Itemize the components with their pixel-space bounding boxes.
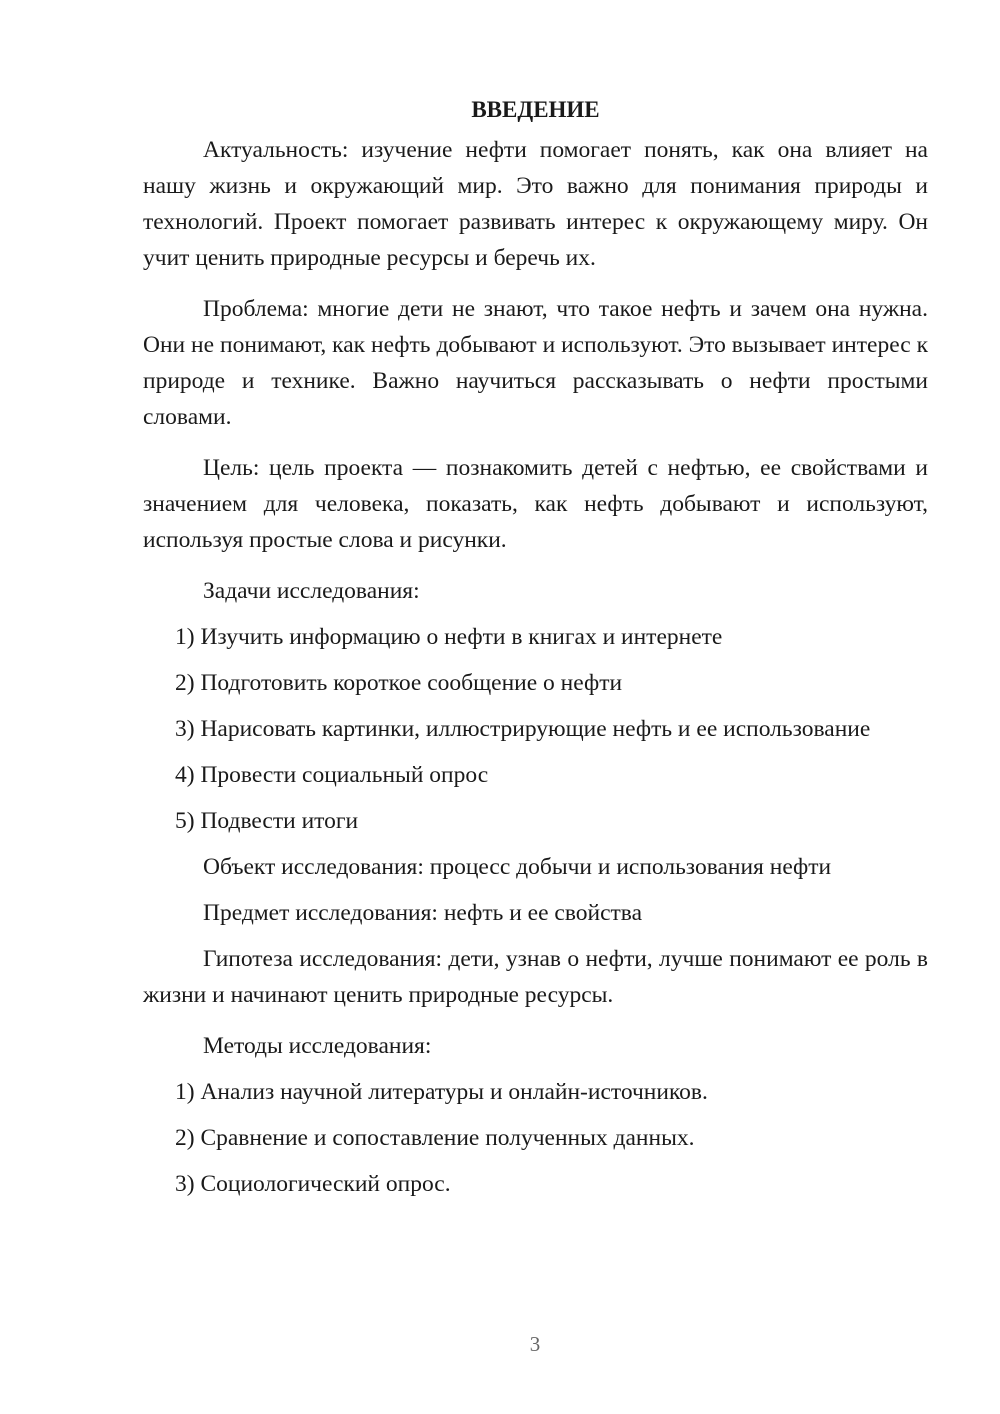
method-item: 3) Социологический опрос. xyxy=(175,1171,451,1197)
relevance-paragraph: Актуальность: изучение нефти помогает понять, как она влияет на нашу жизнь и окружающий мир. Это важно для понимания природы и технологий. Проект помогает развивать интерес к окружающему миру. Он учит ценить природные ресурсы и беречь их. xyxy=(143,137,928,271)
task-item: 2) Подготовить короткое сообщение о нефти xyxy=(175,670,623,696)
hypothesis-paragraph: Гипотеза исследования: дети, узнав о нефти, лучше понимают ее роль в жизни и начинают ценить природные ресурсы. xyxy=(143,946,928,1008)
problem-paragraph: Проблема: многие дети не знают, что такое нефть и зачем она нужна. Они не понимают, как нефть добывают и используют. Это вызывает интерес к природе и технике. Важно научиться рассказывать о нефти простыми словами. xyxy=(143,296,928,430)
task-item: 4) Провести социальный опрос xyxy=(175,762,489,788)
research-object: Объект исследования: процесс добычи и использования нефти xyxy=(203,854,832,880)
tasks-heading: Задачи исследования: xyxy=(203,578,420,604)
task-item: 1) Изучить информацию о нефти в книгах и интернете xyxy=(175,624,723,650)
page-title: ВВЕДЕНИЕ xyxy=(471,97,600,122)
goal-paragraph: Цель: цель проекта — познакомить детей с нефтью, ее свойствами и значением для человека, показать, как нефть добывают и используют, используя простые слова и рисунки. xyxy=(143,455,928,553)
task-item: 3) Нарисовать картинки, иллюстрирующие нефть и ее использование xyxy=(175,716,871,742)
method-item: 1) Анализ научной литературы и онлайн-источников. xyxy=(175,1079,708,1105)
page-number: 3 xyxy=(529,1332,541,1356)
methods-heading: Методы исследования: xyxy=(203,1033,432,1059)
task-item: 5) Подвести итоги xyxy=(175,808,359,834)
research-subject: Предмет исследования: нефть и ее свойства xyxy=(203,900,642,926)
method-item: 2) Сравнение и сопоставление полученных данных. xyxy=(175,1125,695,1151)
document-page xyxy=(143,90,928,1212)
